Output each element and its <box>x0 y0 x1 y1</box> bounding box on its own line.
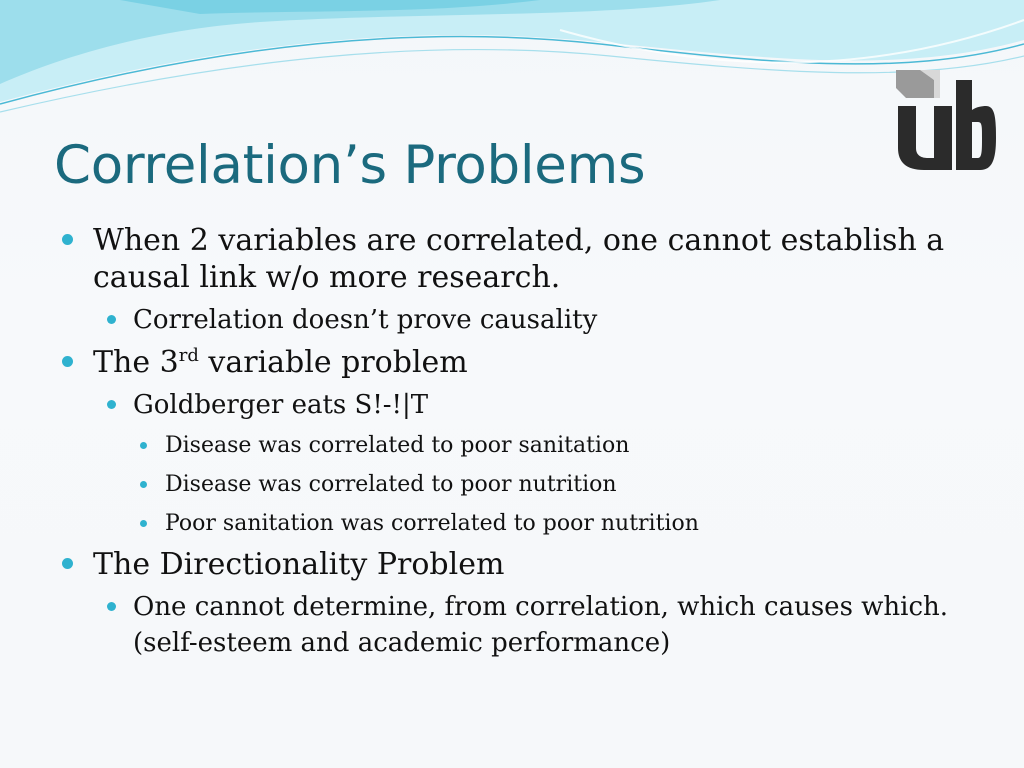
sub-bullet-which-causes-which <box>56 589 986 661</box>
bullet-third-variable <box>56 344 986 381</box>
bullet-dot-icon <box>107 315 116 324</box>
sub-bullet-text: Goldberger eats S!-!|T <box>133 390 429 420</box>
bullet-dot-icon <box>140 520 147 527</box>
bullet-text-prefix: The 3 <box>93 345 179 380</box>
sub-sub-bullet-text: Disease was correlated to poor nutrition <box>165 472 617 497</box>
sub-sub-bullet-text: Poor sanitation was correlated to poor nutrition <box>165 511 699 536</box>
sub-bullet-text: Correlation doesn’t prove causality <box>133 305 598 335</box>
header-wave-decoration <box>0 0 1024 130</box>
slide-body <box>56 222 986 667</box>
bullet-dot-icon <box>107 400 116 409</box>
bullet-dot-icon <box>107 602 116 611</box>
bullet-text-superscript: rd <box>178 345 199 366</box>
bullet-dot-icon <box>140 481 147 488</box>
sub-sub-bullet-nutrition <box>56 468 986 501</box>
bullet-causal-link <box>56 222 986 296</box>
bullet-dot-icon <box>62 356 73 367</box>
sub-sub-bullet-sanitation-nutrition <box>56 507 986 540</box>
bullet-text-suffix: variable problem <box>198 345 468 380</box>
sub-bullet-goldberger <box>56 387 986 423</box>
bullet-dot-icon <box>140 442 147 449</box>
sub-bullet-text: One cannot determine, from correlation, which causes which. (self-esteem and academic performance) <box>133 592 949 658</box>
sub-bullet-correlation-causality <box>56 302 986 338</box>
bullet-text: When 2 variables are correlated, one cannot establish a causal link w/o more research. <box>93 223 945 295</box>
bullet-text: The Directionality Problem <box>93 547 505 582</box>
bullet-dot-icon <box>62 234 73 245</box>
bullet-directionality <box>56 546 986 583</box>
bullet-dot-icon <box>62 558 73 569</box>
slide-title: Correlation’s Problems <box>54 135 646 196</box>
ub-logo <box>896 70 996 174</box>
sub-sub-bullet-sanitation <box>56 429 986 462</box>
sub-sub-bullet-text: Disease was correlated to poor sanitation <box>165 433 630 458</box>
